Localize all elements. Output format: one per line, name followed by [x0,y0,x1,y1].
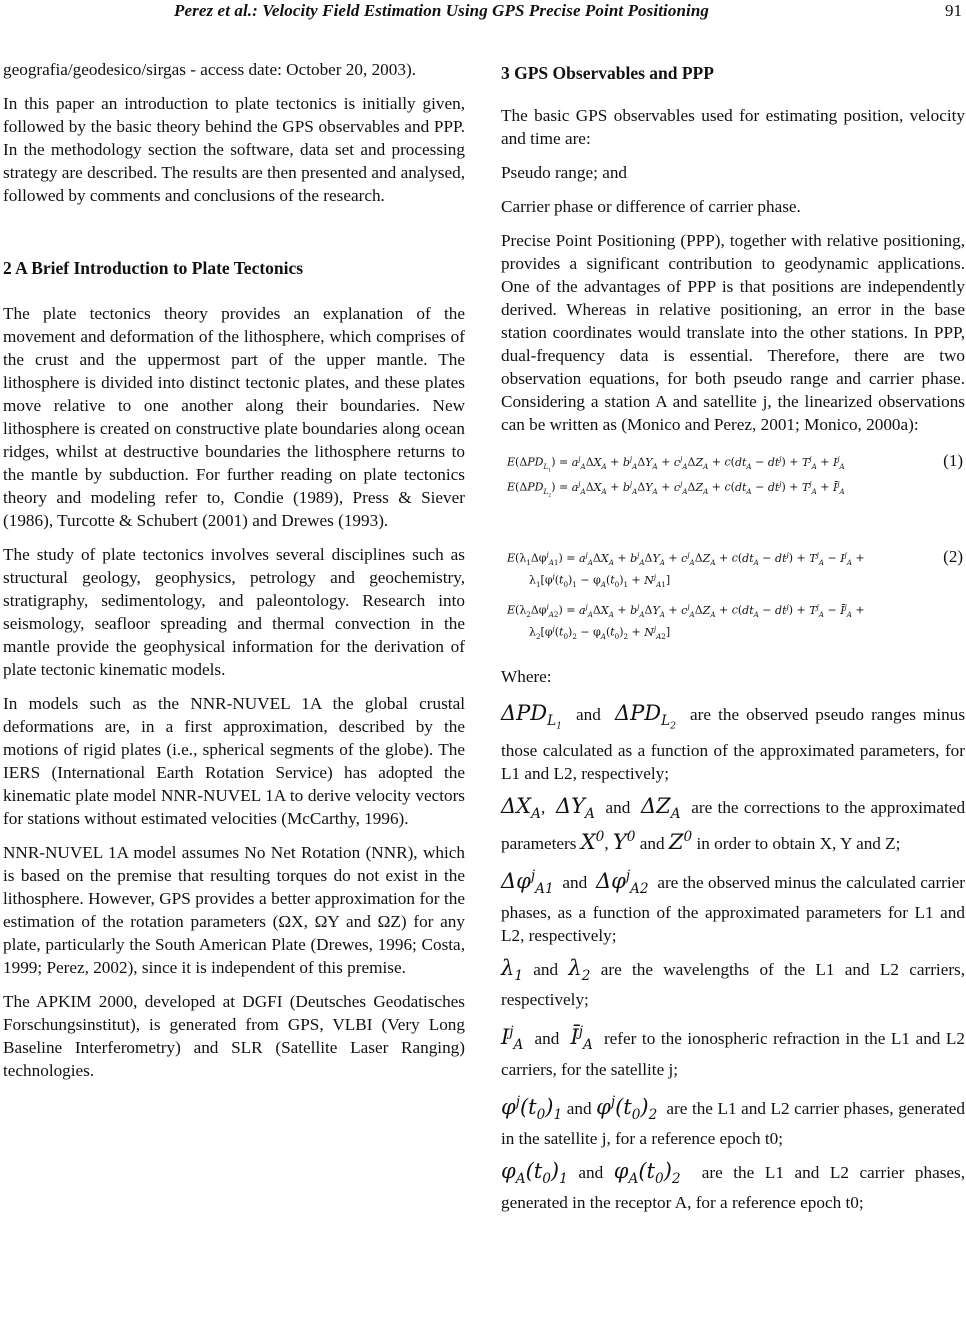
definition-ionospheric: $I^j_A$ and $Ī^j_A$ refer to the ionospheric refraction in the L1 and L2 carriers, for the satellite j; [501,1024,966,1079]
paragraph: Carrier phase or difference of carrier phase. [501,197,801,216]
definition-receptor-phase: $\varphi_A(t_0)_1$ and $\varphi_A(t_0)_2$ are the L1 and L2 carrier phases, generated in the receptor A, for a reference epoch t0; [501,1158,966,1213]
running-header [0,0,966,28]
equation-line: $E(\Delta PD_{L_1}) = a^j_A\Delta X_A + b^j_A\Delta Y_A + c^j_A\Delta Z_A + c(dt_A - dt^j) + T^j_A + I^j_A$ [507,454,845,474]
paragraph: Precise Point Positioning (PPP), together with relative positioning, provides a significant contribution to geodynamic applications. One of the advantages of PPP is that positions are independently derived. Whereas in relative positioning, an error in the base station coordinates would translate into the other stations. In PPP, dual-frequency data is essential. Therefore, there are two observation equations, for both pseudo range and carrier phase. Considering a station A and satellite j, the linearized observations can be written as (Monico and Perez, 2001; Monico, 2000a): [501,231,965,434]
paragraph: The plate tectonics theory provides an explanation of the movement and deformation of the lithosphere, which comprises of the crust and the uppermost part of the upper mantle. The lithosphere is divided into distinct tectonic plates, and these plates move relative to one another along their boundaries. New lithosphere is created on constructive plate boundaries along ocean ridges, whilst at destructive boundaries the lithosphere returns to the mantle by subduction. For further reading on plate tectonics theory and modeling refer to, Condie (1989), Press & Siever (1986), Turcotte & Schubert (2001) and Drewes (1993). [3,304,465,530]
equation-2 [501,543,965,651]
definition-carrier-phase-obs: $\Delta\varphi^j_{A1}$ and $\Delta\varphi^j_{A2}$ are the observed minus the calculated carrier phases, as a function of the approximated parameters for L1 and L2, respectively; [501,868,966,946]
where-label: Where: [501,667,552,686]
equation-line: $\lambda_1[\varphi^j(t_0)_1 - \varphi_A(t_0)_1 + N^j_{A1}]$ [529,572,671,589]
right-column [501,58,965,1224]
page-number: 91 [945,1,962,20]
paragraph: The basic GPS observables used for estimating position, velocity and time are: [501,106,965,148]
section-heading-2: 2 A Brief Introduction to Plate Tectonics [3,258,304,278]
paragraph: In this paper an introduction to plate tectonics is initially given, followed by the basic theory behind the GPS observables and PPP. In the methodology section the software, data set and processing strategy are described. The results are then presented and analysed, followed by comments and conclusions of the research. [3,94,465,205]
section-heading-3: 3 GPS Observables and PPP [501,63,714,83]
definition-satellite-phase: $\varphi^j(t_0)_1$ and $\varphi^j(t_0)_2$ are the L1 and L2 carrier phases, generated in the satellite j, for a reference epoch t0; [501,1093,966,1148]
paragraph: The study of plate tectonics involves several disciplines such as structural geology, geophysics, petrology and geochemistry, stratigraphy, sedimentology, and paleontology. Research into seismology, seafloor spreading and thermal convection in the mantle provide the geophysical information for the derivation of plate tectonic kinematic models. [3,545,465,679]
definition-pseudo-range: $\Delta PD_{L_1}$ and $\Delta PD_{L_2}$ are the observed pseudo ranges minus those calculated as a function of the approximated parameters, for L1 and L2, respectively; [501,701,966,783]
paragraph: In models such as the NNR-NUVEL 1A the global crustal deformations are, in a first approximation, described by the motions of rigid plates (i.e., spherical segments of the globe). The IERS (International Earth Rotation Service) has adopted the kinematic plate model NNR-NUVEL 1A to derive velocity vectors for stations without estimated velocities (McCarthy, 1996). [3,694,465,828]
left-column [3,58,465,1093]
equation-line: $E(\lambda_2\Delta\varphi^j_{A2}) = a^j_A\Delta X_A + b^j_A\Delta Y_A + c^j_A\Delta Z_A + c(dt_A - dt^j) + T^j_A$ − $Ī^j_A$ + [507,602,865,619]
definition-wavelengths: $\lambda_1$ and $\lambda_2$ are the wavelengths of the L1 and L2 carriers, respectively; [501,956,966,1010]
paragraph: NNR-NUVEL 1A model assumes No Net Rotation (NNR), which is based on the premise that resulting torques do not exist in the lithosphere. However, GPS provides a better approximation for the estimation of the rotation parameters (ΩX, ΩY and ΩZ) for any plate, particularly the South American Plate (Drewes, 1996; Costa, 1999; Perez, 2002), since it is independent of this premise. [3,843,465,977]
equation-1 [501,447,965,513]
paragraph: Pseudo range; and [501,163,628,182]
paragraph: The APKIM 2000, developed at DGFI (Deutsches Geodatisches Forschungsinstitut), is generated from GPS, VLBI (Very Long Baseline Interferometry) and SLR (Satellite Laser Ranging) technologies. [3,992,465,1080]
definition-corrections: $\Delta X_A$, $\Delta Y_A$ and $\Delta Z_A$ are the corrections to the approximated parameters $X^0$, $Y^0$ and $Z^0$ in order to obtain X, Y and Z; [501,793,966,855]
equation-line: $E(\lambda_1\Delta\varphi^j_{A1}) = a^j_A\Delta X_A + b^j_A\Delta Y_A + c^j_A\Delta Z_A + c(dt_A - dt^j) + T^j_A - I^j_A$ + [507,550,865,567]
equation-line: $\lambda_2[\varphi^j(t_0)_2 - \varphi_A(t_0)_2 + N^j_{A2}]$ [529,624,671,641]
paragraph: geografia/geodesico/sirgas - access date: October 20, 2003). [3,60,416,79]
running-title: Perez et al.: Velocity Field Estimation Using GPS Precise Point Positioning [174,1,709,20]
equation-line: $E(\Delta PD_{L_2}) = a^j_A\Delta X_A + b^j_A\Delta Y_A + c^j_A\Delta Z_A + c(dt_A - dt^j) + T^j_A$ + $Ī^j_A$ [507,479,845,499]
equation-number: (1) [943,451,963,470]
equation-number: (2) [943,547,963,566]
